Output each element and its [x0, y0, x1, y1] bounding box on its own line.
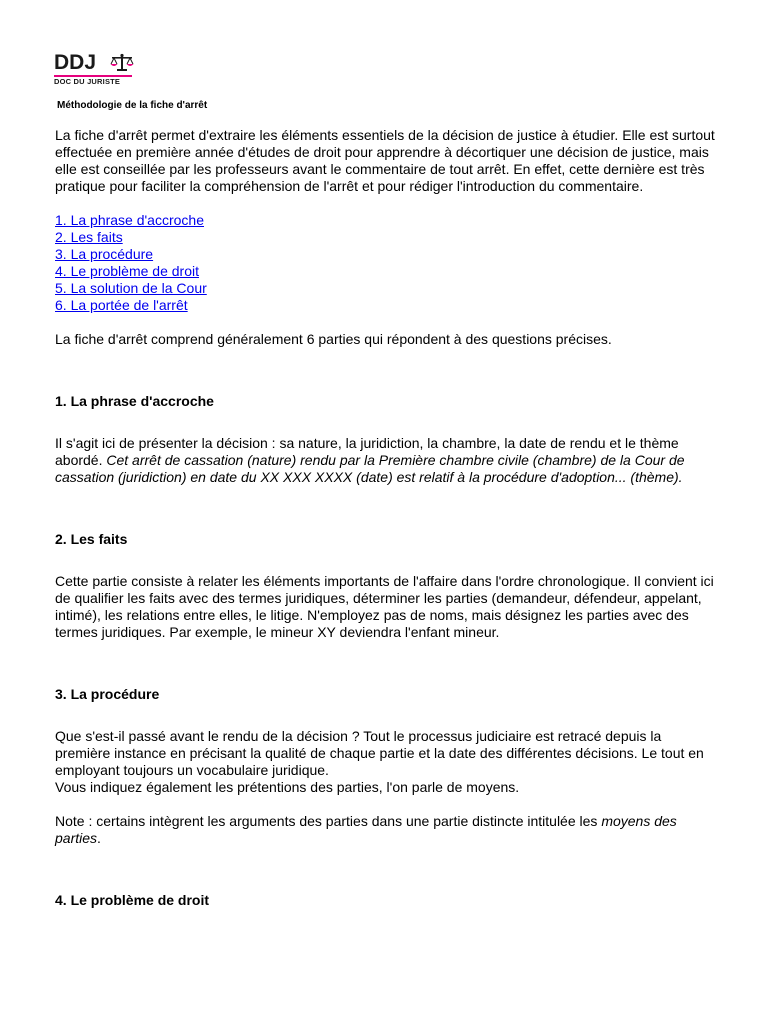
- note-emphasis: moyens des parties: [55, 813, 677, 846]
- section-text-accroche: [55, 435, 720, 486]
- ddj-logo: [54, 53, 136, 85]
- procedure-note: [55, 813, 720, 847]
- accroche-text: Il s'agit ici de présenter la décision : sa nature, la juridiction, la chambre, la date de rendu et le thème abordé.: [55, 435, 679, 468]
- section-heading-probleme: 4. Le problème de droit: [55, 892, 210, 908]
- toc-link-accroche[interactable]: 1. La phrase d'accroche: [55, 212, 204, 228]
- accroche-example: Cet arrêt de cassation (nature) rendu par la Première chambre civile (chambre) de la Cour de cassation (juridiction) en date du XX XXX XXXX (date) est relatif à la procédure d'adoption... (thème).: [55, 452, 685, 485]
- logo-letters: DDJ: [54, 51, 97, 74]
- table-of-contents: [55, 212, 720, 314]
- toc-summary: La fiche d'arrêt comprend généralement 6 parties qui répondent à des questions précises.: [55, 331, 612, 347]
- intro-paragraph: La fiche d'arrêt permet d'extraire les éléments essentiels de la décision de justice à étudier. Elle est surtout effectuée en première année d'études de droit pour apprendre à décortiquer une décision de justice, mais elle est conseillée par les professeurs avant le commentaire de tout arrêt. En effet, cette dernière est très pratique pour faciliter la compréhension de l'arrêt et pour rédiger l'introduction du commentaire.: [55, 127, 715, 194]
- toc-item: [55, 280, 720, 297]
- toc-link-probleme[interactable]: 4. Le problème de droit: [55, 263, 199, 279]
- logo-subtitle: DOC DU JURISTE: [54, 77, 121, 86]
- toc-item: [55, 246, 720, 263]
- section-text-procedure-moyens: Vous indiquez également les prétentions des parties, l'on parle de moyens.: [55, 779, 520, 795]
- toc-item: [55, 297, 720, 314]
- toc-link-procedure[interactable]: 3. La procédure: [55, 246, 154, 262]
- scale-of-justice-icon: [110, 53, 134, 73]
- section-heading-faits: 2. Les faits: [55, 531, 128, 547]
- document-body: [55, 127, 720, 909]
- section-text-procedure: Que s'est-il passé avant le rendu de la décision ? Tout le processus judiciaire est retracé depuis la première instance en précisant la qualité de chaque partie et la date des différentes décisions. Le tout en employant toujours un vocabulaire juridique.: [55, 728, 704, 778]
- toc-item: [55, 212, 720, 229]
- document-title: Méthodologie de la fiche d'arrêt: [57, 100, 208, 111]
- note-end: .: [97, 830, 101, 846]
- note-text: Note : certains intègrent les arguments des parties dans une partie distincte intitulée les: [55, 813, 602, 829]
- toc-link-faits[interactable]: 2. Les faits: [55, 229, 123, 245]
- section-heading-accroche: 1. La phrase d'accroche: [55, 393, 214, 409]
- toc-item: [55, 229, 720, 246]
- toc-link-portee[interactable]: 6. La portée de l'arrêt: [55, 297, 188, 313]
- toc-item: [55, 263, 720, 280]
- toc-link-solution[interactable]: 5. La solution de la Cour: [55, 280, 207, 296]
- section-heading-procedure: 3. La procédure: [55, 686, 160, 702]
- section-text-faits: Cette partie consiste à relater les éléments importants de l'affaire dans l'ordre chronologique. Il convient ici de qualifier les faits avec des termes juridiques, déterminer les parties (demandeur, défendeur, appelant, intimé), les relations entre elles, le litige. N'employez pas de noms, mais désignez les parties avec des termes juridiques. Par exemple, le mineur XY deviendra l'enfant mineur.: [55, 573, 714, 640]
